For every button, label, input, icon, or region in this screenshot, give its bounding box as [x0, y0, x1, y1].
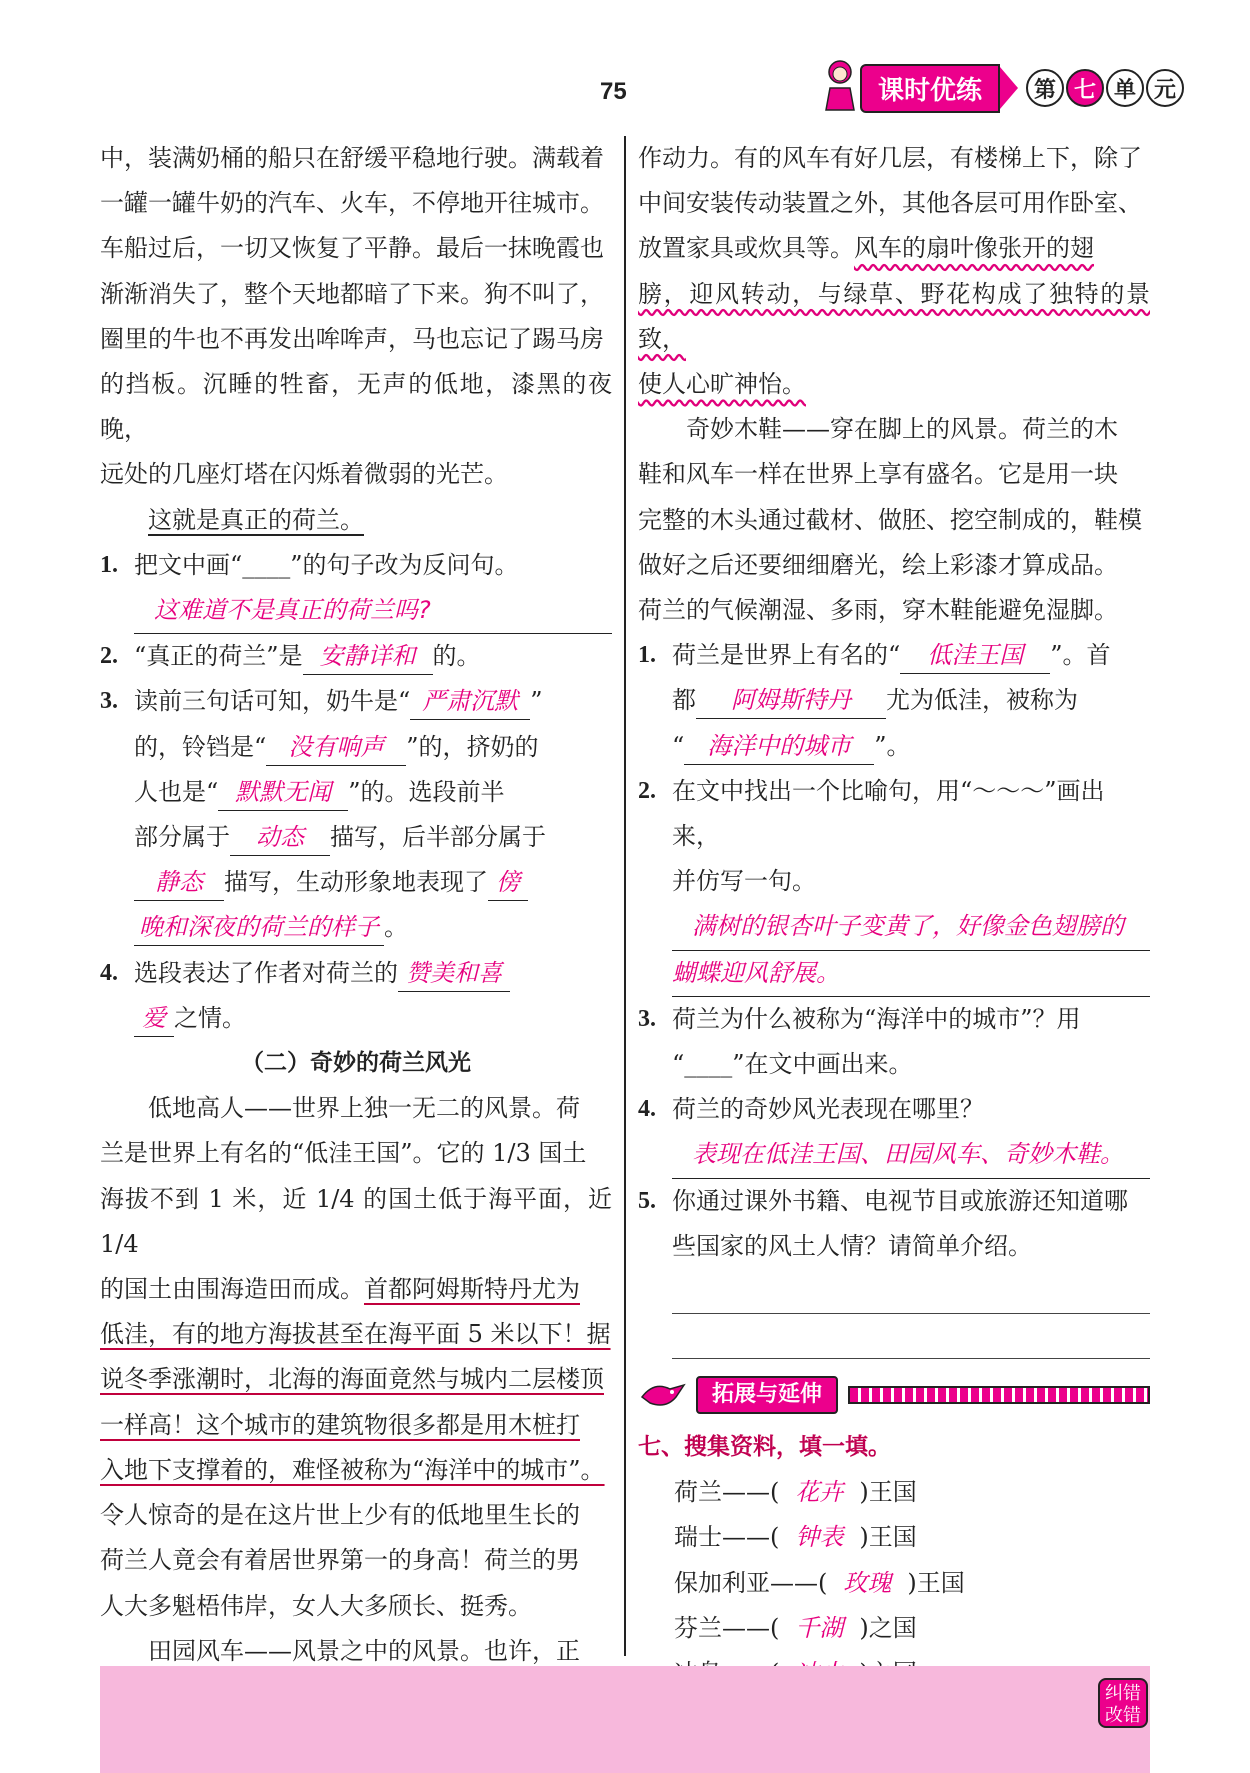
unit-label — [1024, 69, 1184, 107]
answer-text: 钟表 — [795, 1523, 844, 1552]
text-line: 人大多魁梧伟岸，女人大多颀长、挺秀。 — [100, 1591, 532, 1620]
text-line: 完整的木头通过截材、做胚、挖空制成的，鞋模 — [638, 505, 1142, 534]
question-text: 些国家的风土人情？请简单介绍。 — [672, 1231, 1032, 1260]
answer-blank: 低洼王国 — [900, 637, 1050, 674]
question-text: 荷兰的奇妙风光表现在哪里？ — [672, 1095, 984, 1124]
underlined-sentence: 低洼，有的地方海拔甚至在海平面 5 米以下！据 — [100, 1320, 611, 1349]
answer-text: 千湖 — [795, 1613, 844, 1642]
answer-text: 蝴蝶迎风舒展。 — [672, 951, 1150, 997]
question-number: 4. — [638, 1096, 656, 1123]
text-line: 奇妙木鞋——穿在脚上的风景。荷兰的木 — [686, 415, 1118, 444]
text-line: 田园风车——风景之中的风景。也许，正 — [148, 1636, 580, 1665]
country-label: 荷兰——( — [674, 1478, 780, 1507]
question-number: 3. — [638, 1005, 656, 1032]
answer-text: 表现在低洼王国、田园风车、奇妙木鞋。 — [672, 1132, 1150, 1178]
question-4 — [100, 951, 612, 1041]
question-text: 描写，生动形象地表现了 — [224, 868, 488, 897]
right-column — [638, 136, 1150, 1742]
question-r1 — [638, 633, 1150, 769]
answer-blank: 傍 — [488, 864, 528, 901]
footer-band — [100, 1666, 1150, 1773]
question-text: 在文中找出一个比喻句，用“ — [672, 776, 973, 805]
question-number: 2. — [100, 643, 118, 670]
underlined-sentence: 说冬季涨潮时，北海的海面竟然与城内二层楼顶 — [100, 1365, 604, 1394]
text-line: 中，装满奶桶的船只在舒缓平稳地行驶。满载着 — [100, 144, 604, 172]
unit-char: 七 — [1066, 69, 1104, 107]
text-line: 作动力。有的风车有好几层，有楼梯上下，除了 — [638, 144, 1142, 172]
question-text: 。 — [384, 913, 408, 942]
answer-blank: 默默无闻 — [218, 774, 348, 811]
text-line: 车船过后，一切又恢复了平静。最后一抹晚霞也 — [100, 234, 604, 263]
column-divider — [624, 136, 626, 1656]
wavy-underlined-sentence: 使人心旷神怡。 — [638, 370, 806, 399]
badge-label: 课时优练 — [860, 64, 1000, 113]
reading-paragraph-3 — [100, 1086, 612, 1628]
question-2 — [100, 634, 612, 679]
unit-char: 单 — [1106, 69, 1144, 107]
suffix-label: )之国 — [859, 1613, 917, 1642]
unit-char: 第 — [1026, 69, 1064, 107]
question-r4 — [638, 1087, 1150, 1178]
reading-paragraph-1 — [100, 136, 612, 498]
question-text: 选段表达了作者对荷兰的 — [134, 958, 398, 987]
suffix-label: )王国 — [907, 1568, 965, 1597]
answer-blank: 静态 — [134, 864, 224, 901]
answer-text: 玫瑰 — [843, 1568, 892, 1597]
list-item — [638, 1515, 1150, 1560]
text-line: 的国土由围海造田而成。 — [100, 1275, 364, 1304]
question-text: 你通过课外书籍、电视节目或旅游还知道哪 — [672, 1186, 1128, 1215]
text-line: 渐渐消失了，整个天地都暗了下来。狗不叫了， — [100, 279, 604, 308]
question-number: 5. — [638, 1187, 656, 1214]
bird-icon — [638, 1375, 688, 1415]
question-text: 部分属于 — [134, 823, 230, 852]
question-number: 3. — [100, 688, 118, 715]
answer-blank: 爱 — [134, 1000, 174, 1037]
underlined-sentence: 入地下支撑着的，难怪被称为“海洋中的城市”。 — [100, 1455, 605, 1484]
question-text: ”的。选段前半 — [348, 777, 505, 806]
answer-blank: 赞美和喜 — [398, 955, 510, 992]
question-number: 4. — [100, 959, 118, 986]
section-title: 七、搜集资料，填一填。 — [638, 1434, 891, 1461]
answer-text: 满树的银杏叶子变黄了，好像金色翅膀的 — [672, 904, 1150, 950]
list-item — [638, 1561, 1150, 1606]
underlined-sentence: 一样高！这个城市的建筑物很多都是用木桩打 — [100, 1410, 580, 1439]
answer-blank: 阿姆斯特丹 — [696, 682, 886, 719]
question-text: 荷兰是世界上有名的“ — [672, 641, 901, 670]
decorative-bar — [848, 1386, 1150, 1404]
question-number: 1. — [100, 551, 118, 578]
question-text: ”。首 — [1050, 641, 1111, 670]
question-r5 — [638, 1179, 1150, 1359]
text-line: 令人惊奇的是在这片世上少有的低地里生长的 — [100, 1501, 580, 1530]
question-text: “真正的荷兰”是 — [134, 642, 303, 671]
question-text: ”画出来， — [672, 776, 1105, 851]
question-text: 人也是“ — [134, 777, 219, 806]
text-line: 低地高人——世界上独一无二的风景。荷 — [148, 1094, 580, 1123]
question-text: ” — [530, 687, 543, 716]
cartoon-girl-icon — [822, 58, 858, 114]
question-number: 2. — [638, 777, 656, 804]
answer-text: 花卉 — [795, 1478, 844, 1507]
text-line: 圈里的牛也不再发出哞哞声，马也忘记了踢马房 — [100, 324, 604, 353]
text-line: 做好之后还要细细磨光，绘上彩漆才算成品。 — [638, 550, 1118, 579]
text-line: 远处的几座灯塔在闪烁着微弱的光芒。 — [100, 460, 508, 489]
answer-blank: 严肃沉默 — [410, 683, 530, 720]
question-text: 读前三句话可知，奶牛是“ — [134, 687, 411, 716]
extension-header — [638, 1365, 1150, 1425]
question-text: 都 — [672, 686, 696, 715]
section-title: （二）奇妙的荷兰风光 — [241, 1050, 471, 1077]
extension-label: 拓展与延伸 — [696, 1376, 838, 1414]
country-label: 瑞士——( — [674, 1523, 780, 1552]
reading-paragraph-2 — [100, 498, 612, 543]
text-line: 海拔不到 1 米，近 1/4 的国土低于海平面，近 1/4 — [100, 1184, 612, 1258]
question-text: 之情。 — [174, 1003, 246, 1032]
reading-paragraph-6 — [638, 407, 1150, 633]
wavy-line-symbol: ～～～ — [972, 776, 1045, 805]
underlined-sentence: 这就是真正的荷兰。 — [148, 505, 364, 534]
underlined-sentence: 首都阿姆斯特丹尤为 — [364, 1275, 580, 1304]
question-r2 — [638, 769, 1150, 905]
question-text: 并仿写一句。 — [672, 867, 816, 896]
question-text: 荷兰为什么被称为“海洋中的城市”？用 — [672, 1004, 1081, 1033]
text-line: 一罐一罐牛奶的汽车、火车，不停地开往城市。 — [100, 189, 604, 218]
page-number: 75 — [600, 78, 627, 105]
question-text: 尤为低洼，被称为 — [886, 686, 1078, 715]
list-item — [638, 1470, 1150, 1515]
text-line: 放置家具或炊具等。 — [638, 234, 854, 263]
answer-line[interactable] — [672, 1314, 1150, 1359]
question-text: “____”在文中画出来。 — [672, 1050, 913, 1079]
country-label: 保加利亚——( — [674, 1568, 828, 1597]
list-item — [638, 1606, 1150, 1651]
text-line: 荷兰的气候潮湿、多雨，穿木鞋能避免湿脚。 — [638, 596, 1118, 625]
question-text: 描写，后半部分属于 — [330, 823, 546, 852]
question-text: 的，铃铛是“ — [134, 732, 267, 761]
unit-char: 元 — [1146, 69, 1184, 107]
question-text: 的。 — [432, 642, 481, 671]
correction-stamp: 纠错改错 — [1098, 1678, 1148, 1728]
lesson-badge — [860, 66, 1184, 110]
text-line: 鞋和风车一样在世界上享有盛名。它是用一块 — [638, 460, 1118, 489]
answer-blank: 没有响声 — [266, 729, 406, 766]
badge-arrow-icon — [1000, 67, 1018, 109]
text-line: 荷兰人竟会有着居世界第一的身高！荷兰的男 — [100, 1546, 580, 1575]
reading-paragraph-5 — [638, 136, 1150, 407]
left-column — [100, 136, 612, 1764]
question-r3 — [638, 997, 1150, 1087]
question-text: 把文中画“____”的句子改为反问句。 — [134, 550, 519, 579]
wavy-underlined-sentence: 膀，迎风转动，与绿草、野花构成了独特的景致， — [638, 279, 1150, 353]
suffix-label: )王国 — [859, 1523, 917, 1552]
text-line: 的挡板。沉睡的牲畜，无声的低地，漆黑的夜晚， — [100, 370, 612, 444]
suffix-label: )王国 — [859, 1478, 917, 1507]
answer-blank: 晚和深夜的荷兰的样子 — [134, 909, 384, 946]
text-line: 中间安装传动装置之外，其他各层可用作卧室、 — [638, 189, 1142, 218]
question-text: “ — [672, 731, 685, 760]
answer-text: 这难道不是真正的荷兰吗? — [134, 588, 612, 634]
answer-line[interactable] — [672, 1269, 1150, 1314]
question-text: ”的，挤奶的 — [406, 732, 539, 761]
question-number: 1. — [638, 642, 656, 669]
answer-blank: 海洋中的城市 — [684, 728, 874, 765]
question-text: ”。 — [874, 731, 911, 760]
wavy-underlined-sentence: 风车的扇叶像张开的翅 — [854, 234, 1094, 263]
answer-blank: 安静详和 — [303, 638, 433, 675]
question-1 — [100, 543, 612, 634]
answer-blank: 动态 — [230, 819, 330, 856]
country-label: 芬兰——( — [674, 1613, 780, 1642]
question-3 — [100, 679, 612, 950]
text-line: 兰是世界上有名的“低洼王国”。它的 1/3 国土 — [100, 1139, 587, 1168]
